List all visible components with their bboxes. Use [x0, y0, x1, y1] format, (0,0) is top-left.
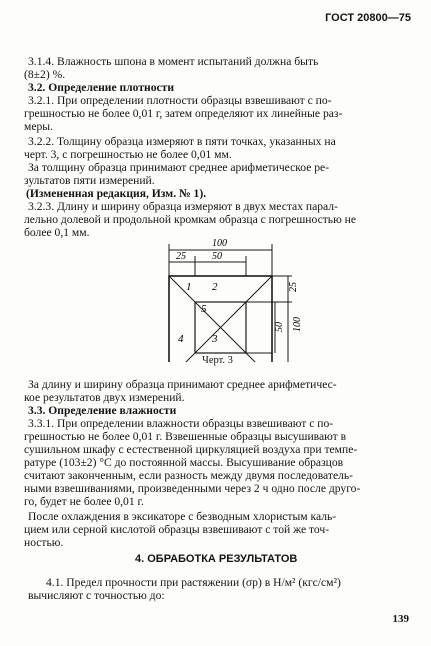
text-block-top: [24, 55, 408, 241]
specimen-drawing: [0, 232, 431, 362]
paragraph-line: 3.2.2. Толщину образца измеряют в пяти точках, указанных на: [28, 135, 336, 148]
paragraph-line: вычисляют с точностью до:: [28, 589, 165, 602]
paragraph-line: лельно долевой и продольной кромкам образца с погрешностью не: [24, 213, 356, 226]
point-1: 1: [186, 281, 192, 293]
paragraph-line: черт. 3, с погрешностью не более 0,01 мм.: [24, 148, 232, 161]
paragraph-line: цием или серной кислотой образцы взвешивают с той же точ-: [24, 523, 330, 536]
section-4-heading: 4. ОБРАБОТКА РЕЗУЛЬТАТОВ: [135, 553, 298, 565]
paragraph-line: (8±2) %.: [24, 68, 66, 81]
point-5: 5: [201, 303, 207, 315]
paragraph-line: За толщину образца принимают среднее арифметическое ре-: [28, 161, 330, 174]
paragraph-line: ными взвешиваниями, произведенными через 2 ч одно после друго-: [24, 482, 361, 495]
paragraph-line: зультатов пяти измерений.: [24, 174, 155, 187]
paragraph-line: меры.: [24, 120, 53, 133]
dim-right-mid: 50: [274, 322, 285, 332]
paragraph-line: более 0,1 мм.: [24, 226, 90, 239]
paragraph-line: го, будет не более 0,01 г.: [24, 495, 144, 508]
point-4: 4: [178, 333, 184, 345]
standard-header: ГОСТ 20800—75: [325, 12, 411, 24]
paragraph-line: После охлаждения в эксикаторе с безводным хлористым каль-: [28, 510, 337, 523]
paragraph-line: 3.2.1. При определении плотности образцы взвешивают с по-: [28, 94, 332, 107]
dim-right-top: 25: [288, 282, 299, 292]
paragraph-line: 3.3.1. При определении влажности образцы взвешивают с по-: [28, 417, 334, 430]
paragraph-line: 3.2.3. Длину и ширину образца измеряют в двух местах парал-: [28, 200, 338, 213]
section-heading: 3.2. Определение плотности: [28, 81, 175, 94]
paragraph-line: За длину и ширину образца принимают среднее арифметичес-: [28, 378, 337, 391]
paragraph-line: ностью.: [24, 536, 64, 549]
paragraph-line: сушильном шкафу с естественной циркуляцией воздуха при темпе-: [24, 443, 358, 456]
section-heading: 3.3. Определение влажности: [28, 404, 177, 417]
dim-right-total: 100: [292, 317, 303, 332]
paragraph-line: грешностью не более 0,01 г. Взвешенные образцы высушивают в: [24, 430, 347, 443]
amendment-note: (Измененная редакция, Изм. № 1).: [26, 187, 207, 200]
point-2: 2: [212, 281, 218, 293]
page-number: 139: [392, 613, 409, 625]
point-3: 3: [212, 333, 218, 345]
figure-caption: Черт. 3: [202, 355, 233, 366]
dim-left: 25: [176, 251, 186, 262]
dim-total: 100: [212, 238, 227, 249]
paragraph-line: 4.1. Предел прочности при растяжении (σр) в Н/м² (кгс/см²): [46, 576, 341, 589]
paragraph-line: кое результатов двух измерений.: [24, 391, 185, 404]
paragraph-line: грешностью не более 0,01 г, затем определяют их линейные раз-: [24, 107, 343, 120]
text-block-bottom: [24, 378, 408, 549]
paragraph-line: 3.1.4. Влажность шпона в момент испытаний должна быть: [28, 55, 319, 68]
paragraph-line: ратуре (103±2) °С до постоянной массы. Высушивание образцов: [24, 456, 344, 469]
dim-mid: 50: [212, 251, 222, 262]
paragraph-line: считают законченным, если разность между двумя последователь-: [24, 469, 354, 482]
